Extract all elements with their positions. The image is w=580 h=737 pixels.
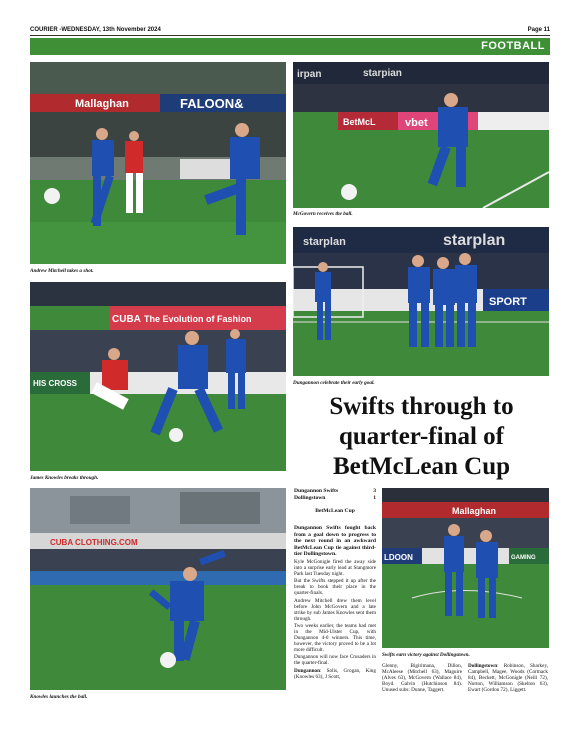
board-text: irpan	[297, 69, 322, 80]
board-text: starplan	[303, 236, 346, 248]
lineup-away-label: Dollingstown	[468, 663, 498, 669]
competition-name: BetMcLean Cup	[315, 508, 355, 515]
away-score: 1	[373, 495, 376, 502]
football	[169, 428, 183, 442]
board-text: CUBA	[112, 314, 141, 325]
football	[44, 188, 60, 204]
home-score: 3	[373, 488, 376, 494]
score-row-away	[294, 495, 376, 502]
home-team: Dungannon Swifts	[294, 488, 338, 494]
caption: Knowles launches the ball.	[30, 694, 88, 700]
photo-mitchell-shot	[30, 62, 286, 264]
article-paragraph: Kyle McGonigle fired the away side into a surprise early lead at Stangmore Park last Tuesday night.	[294, 558, 376, 578]
score-row-home	[294, 488, 376, 495]
photo-mcgovern	[293, 62, 549, 208]
board-text: FALOON&	[180, 96, 244, 111]
caption: McGovern receives the ball.	[293, 211, 353, 217]
board-text: BetMcL	[343, 117, 376, 127]
caption: James Knowles breaks through.	[30, 475, 99, 481]
article-paragraph: Two weeks earlier, the teams had met in the Mid-Ulster Cup, with Dungannon 4-0 winners. This time, however, the victory proved to be a lot more difficult.	[294, 622, 376, 654]
board-text: CUBA CLOTHING.COM	[50, 538, 138, 547]
photo-knowles-breaks	[30, 282, 286, 471]
lineup-home-label: Dungannon	[294, 667, 320, 674]
section-title: FOOTBALL	[481, 40, 545, 52]
football	[160, 652, 176, 668]
board-text: starpian	[363, 68, 402, 79]
football	[341, 184, 357, 200]
board-text: vbet	[405, 117, 428, 129]
photo-knowles-launches	[30, 488, 286, 690]
scoreline	[294, 488, 376, 516]
lineup-home-continued: Glenny, Bigirimana, Dillon, McAleese (Mitchell 63), Maguire (Alves 63), McGovern (Wallace 84), Boyd. Galvin (Hutchinson 84). Unused subs: Dunne, Taggert.	[382, 663, 462, 694]
article-body	[294, 525, 376, 681]
board-text: starplan	[443, 232, 506, 249]
board-text: HIS CROSS	[33, 379, 78, 388]
article-paragraph: Andrew Mitchell drew them level before John McGovern and a late strike by sub James Knowles sent them through.	[294, 597, 376, 622]
board-text: Mallaghan	[452, 506, 497, 516]
masthead-rule	[30, 35, 550, 36]
caption: Andrew Mitchell takes a shot.	[30, 268, 94, 274]
board-text: LDOON	[384, 553, 413, 562]
caption: Swifts earn victory against Dollingstown.	[382, 652, 470, 658]
lineup-home	[294, 668, 376, 680]
lineup-away-text: : Robinson, Sharkey, Campbell, Magee, Woods (Cormack 84), Beckett, McGonigle (Neill 72), Norton, Williamson (Skelton 63), Ewart (Gordon 72), Liggett.	[468, 663, 548, 694]
page-number: Page 11	[527, 27, 550, 33]
headline: Swifts through to quarter-final of BetMcLean Cup	[329, 393, 514, 480]
board-text: The Evolution of Fashion	[144, 314, 252, 324]
board-text: SPORT	[489, 296, 527, 308]
caption: Dungannon celebrate their early goal.	[293, 380, 375, 386]
lineup-away	[468, 663, 548, 693]
masthead-date: COURIER -WEDNESDAY, 13th November 2024	[30, 27, 161, 33]
section-banner	[30, 38, 550, 55]
lineup-home-text: : Solis, Grogan, King (Knowles 63), J Scott,	[294, 667, 376, 680]
away-team: Dollingstown	[294, 495, 326, 502]
board-text: Mallaghan	[75, 98, 129, 110]
photo-celebration	[293, 227, 549, 376]
article-paragraph: But the Swifts stepped it up after the break to book their place in the quarter-finals.	[294, 578, 376, 597]
board-text: GAMING	[511, 555, 536, 561]
article-paragraph: Dungannon will now face Crusaders in the quarter-final.	[294, 654, 376, 667]
photo-victory	[382, 488, 549, 648]
article-lead: Dungannon Swifts fought back from a goal down to progress to the next round in an awkward BetMcLean Cup tie against third-tier Dollingstown.	[294, 525, 376, 558]
